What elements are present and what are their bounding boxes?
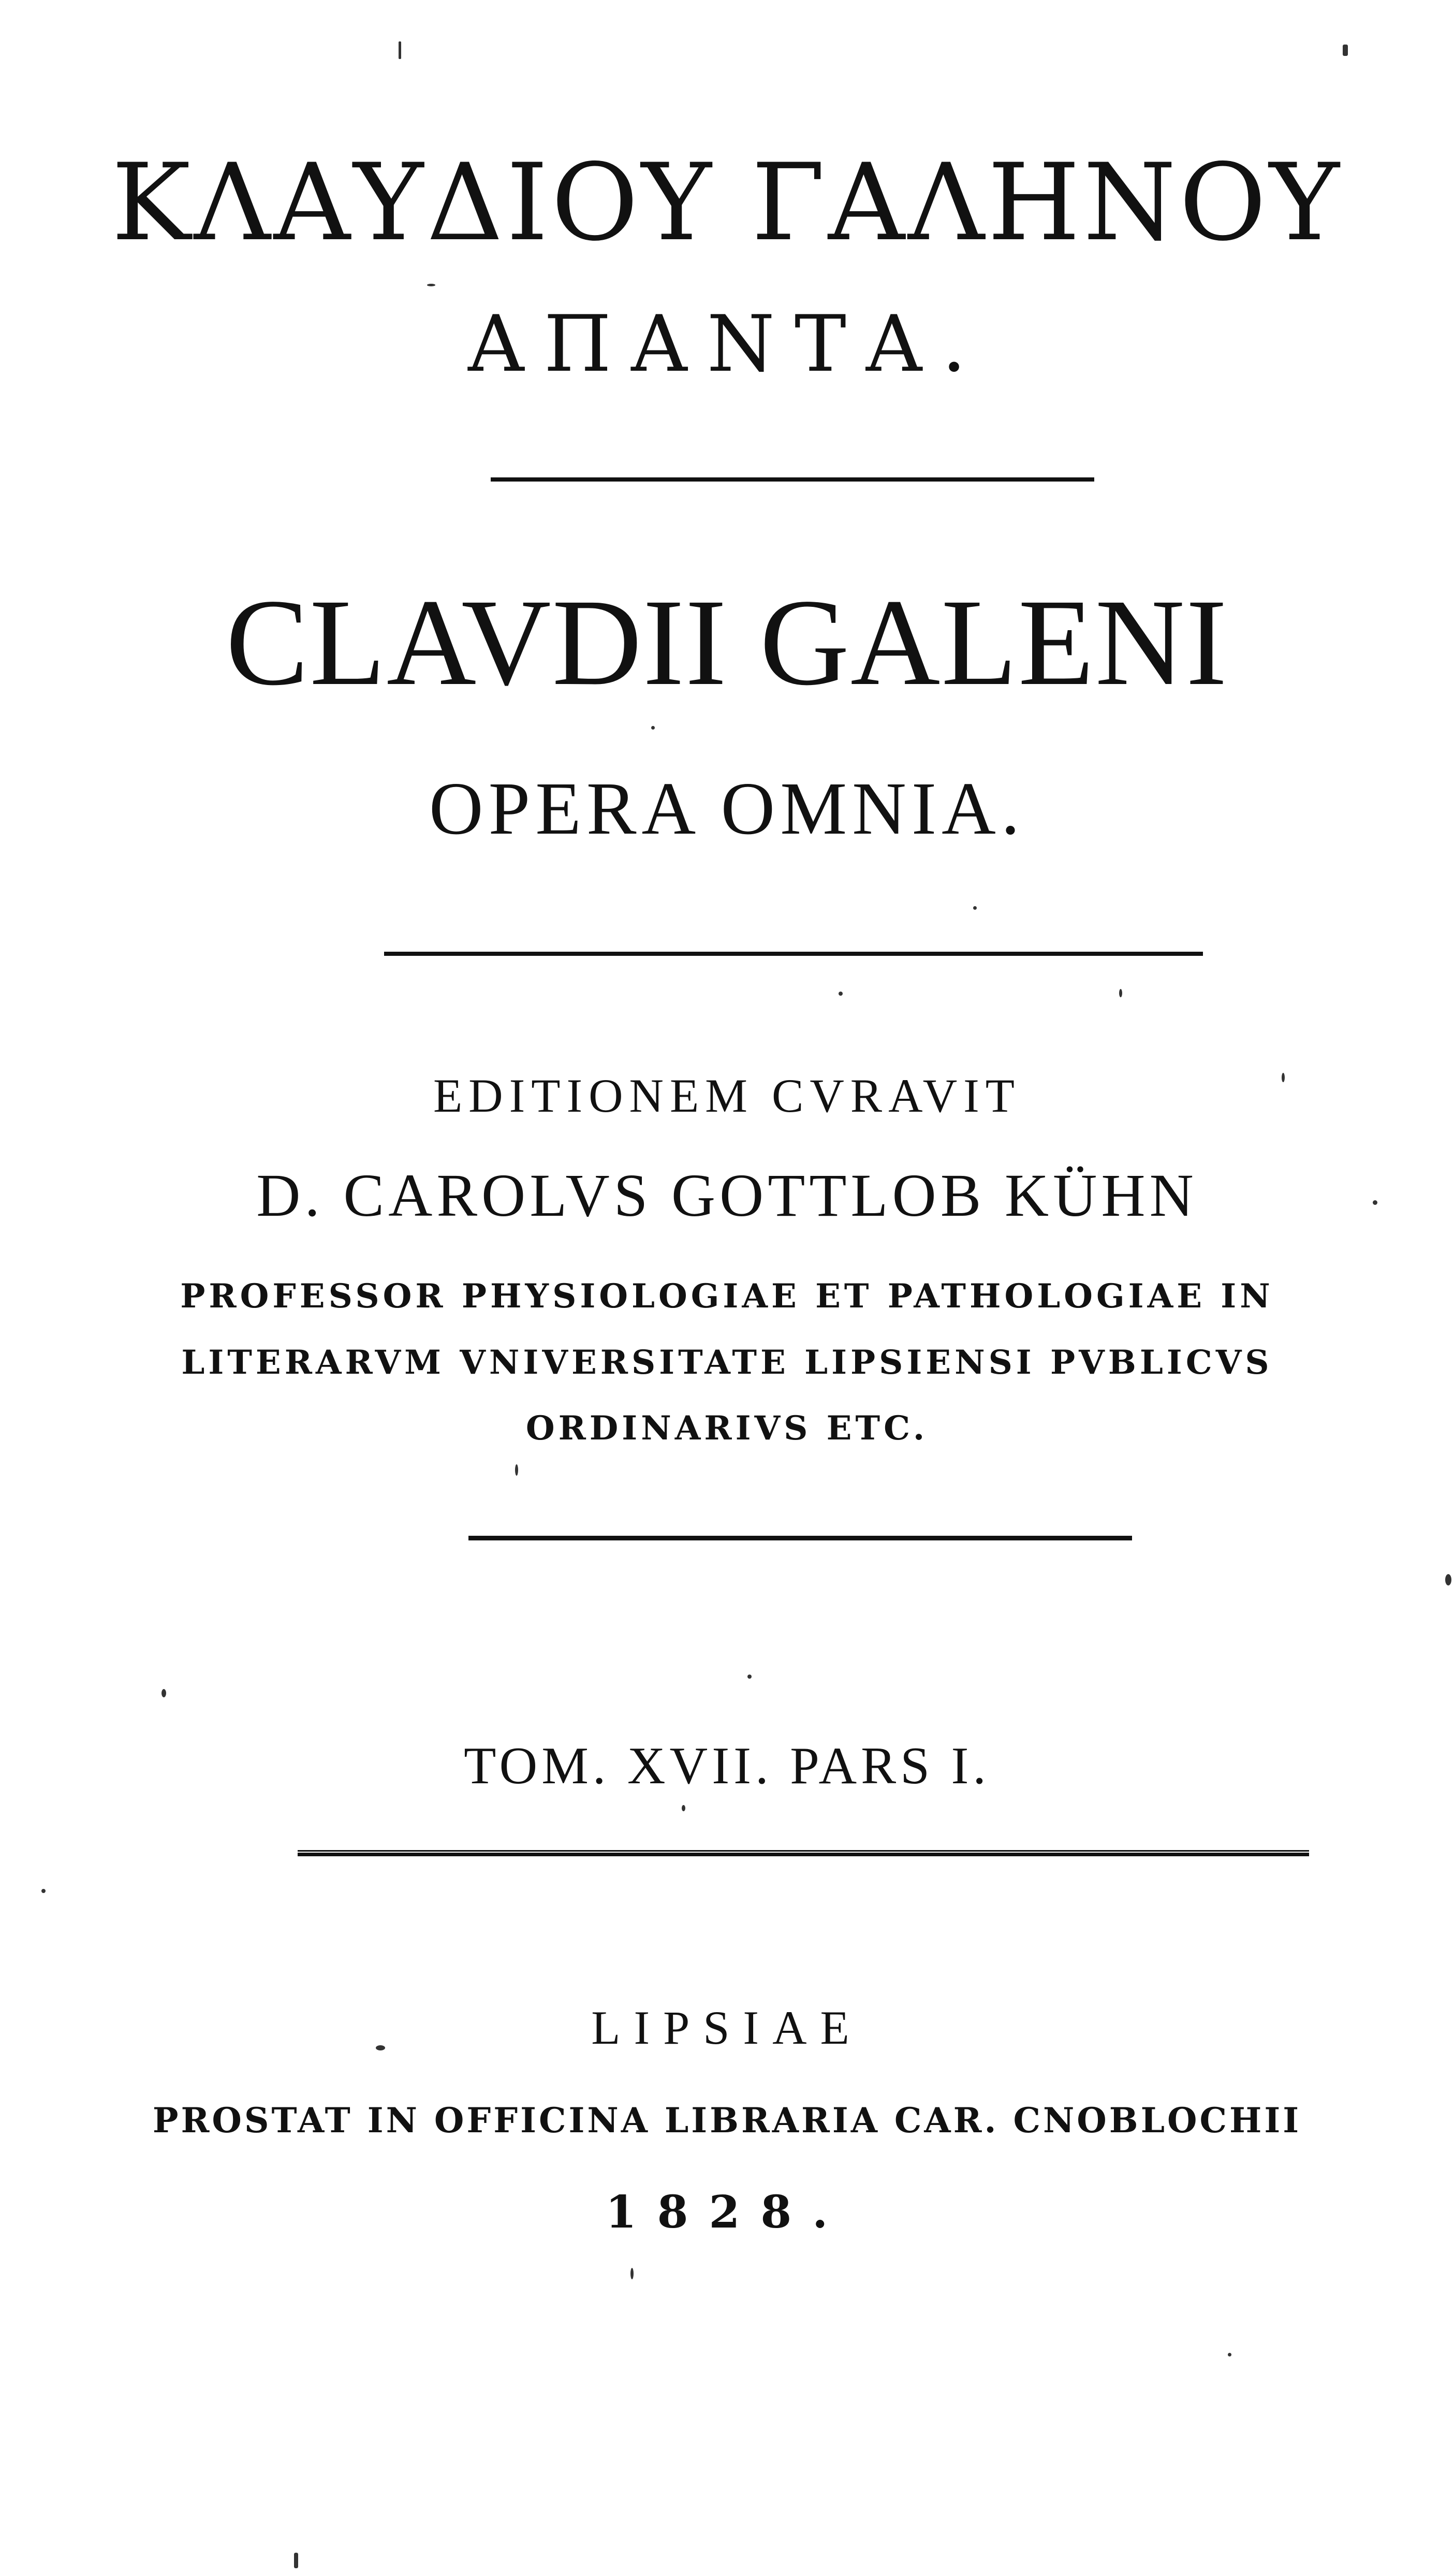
scan-speck bbox=[294, 2553, 298, 2568]
scan-speck bbox=[515, 1464, 518, 1476]
edition-line: EDITIONEM CVRAVIT bbox=[433, 1069, 1021, 1122]
scan-speck bbox=[1228, 2353, 1231, 2356]
scan-speck bbox=[1343, 45, 1348, 56]
scan-speck bbox=[839, 992, 843, 996]
divider-rule bbox=[384, 952, 1203, 956]
scan-speck bbox=[376, 2045, 385, 2050]
scan-speck bbox=[630, 2268, 634, 2279]
greek-title: ΚΛΑΥΔΙΟΥ ΓΑΛΗΝΟΥ bbox=[111, 141, 1343, 265]
scan-speck bbox=[1119, 989, 1122, 997]
divider-rule bbox=[468, 1536, 1132, 1540]
latin-title: CLAVDII GALENI bbox=[226, 573, 1228, 711]
imprint-city: LIPSIAE bbox=[591, 2001, 863, 2054]
volume-label: TOM. XVII. PARS I. bbox=[464, 1737, 990, 1795]
imprint-year: 1828. bbox=[605, 2186, 849, 2238]
scan-speck bbox=[747, 1675, 752, 1679]
scan-speck bbox=[427, 284, 435, 286]
greek-subtitle: ΑΠΑΝΤΑ. bbox=[468, 299, 986, 389]
scan-speck bbox=[41, 1889, 46, 1893]
scan-speck bbox=[1282, 1073, 1285, 1082]
scan-speck bbox=[651, 726, 655, 730]
latin-subtitle: OPERA OMNIA. bbox=[429, 767, 1025, 850]
scan-speck bbox=[161, 1689, 166, 1697]
editor-credentials-line: ORDINARIVS ETC. bbox=[525, 1409, 929, 1448]
editor-name: D. CAROLVS GOTTLOB KÜHN bbox=[256, 1161, 1198, 1229]
scan-speck bbox=[682, 1805, 685, 1811]
imprint-publisher: PROSTAT IN OFFICINA LIBRARIA CAR. CNOBLOCHII bbox=[152, 2100, 1302, 2141]
divider-rule bbox=[491, 477, 1094, 482]
scan-speck bbox=[973, 906, 977, 910]
editor-credentials-line: LITERARVM VNIVERSITATE LIPSIENSI PVBLICVS bbox=[181, 1343, 1273, 1382]
scan-speck bbox=[1373, 1200, 1377, 1205]
double-divider-rule bbox=[298, 1850, 1309, 1856]
scan-speck bbox=[399, 41, 401, 59]
editor-credentials-line: PROFESSOR PHYSIOLOGIAE ET PATHOLOGIAE IN bbox=[180, 1277, 1274, 1316]
scan-speck bbox=[1445, 1574, 1451, 1585]
